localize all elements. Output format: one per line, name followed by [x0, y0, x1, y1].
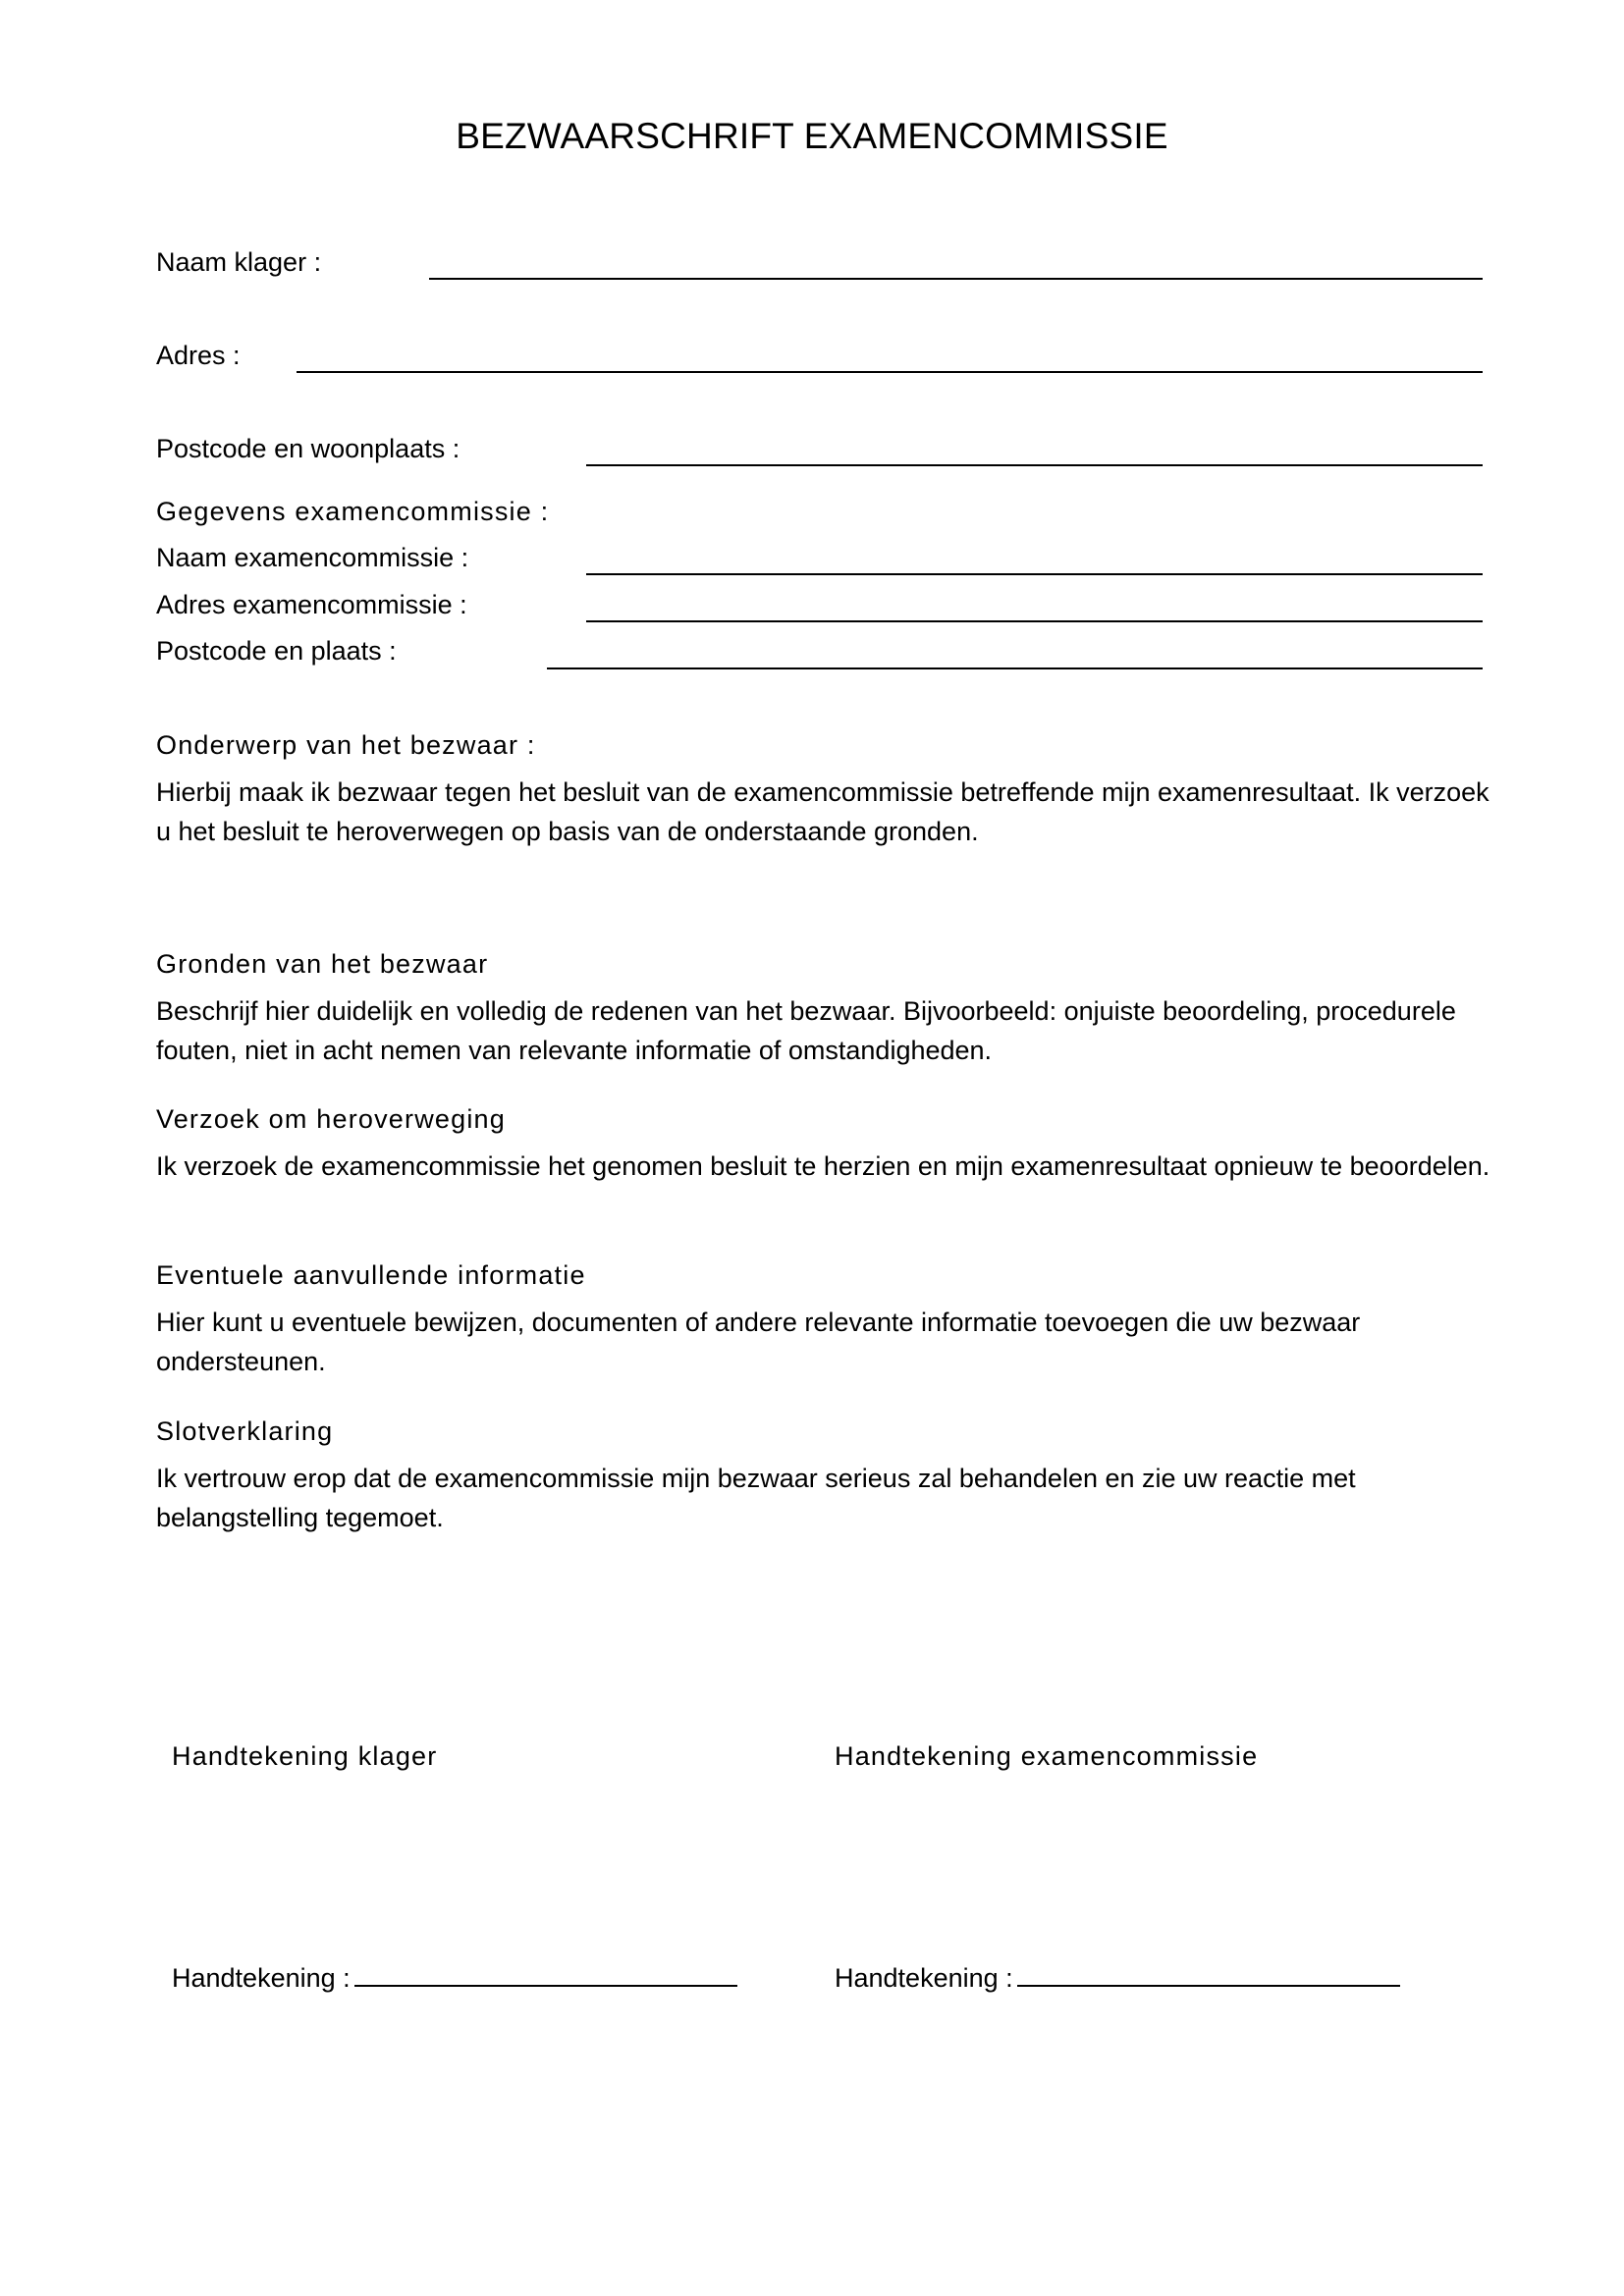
signature-commissie-line[interactable] [1017, 1961, 1400, 1987]
naam-klager-label: Naam klager : [156, 247, 322, 277]
section-heading-aanvullende-informatie: Eventuele aanvullende informatie [156, 1260, 586, 1290]
adres-examencommissie-label: Adres examencommissie : [156, 590, 467, 619]
section-text-slotverklaring: Ik vertrouw erop dat de examencommissie mijn bezwaar serieus zal behandelen en zie uw reactie met belangstelling tegemoet. [156, 1464, 1356, 1532]
section-text-gronden: Beschrijf hier duidelijk en volledig de redenen van het bezwaar. Bijvoorbeeld: onjuiste beoordeling, procedurele fouten, niet in acht nemen van relevante informatie of omstandigheden. [156, 996, 1456, 1065]
signature-klager-row [172, 1961, 737, 1994]
naam-klager-line[interactable] [429, 278, 1483, 280]
section-heading-verzoek: Verzoek om heroverweging [156, 1104, 506, 1134]
postcode-woonplaats-line[interactable] [586, 464, 1483, 466]
signature-klager-label: Handtekening : [172, 1963, 351, 1993]
document-title: BEZWAARSCHRIFT EXAMENCOMMISSIE [456, 116, 1168, 156]
signature-klager-heading: Handtekening klager [172, 1741, 438, 1771]
section-text-verzoek: Ik verzoek de examencommissie het genomen besluit te herzien en mijn examenresultaat opnieuw te beoordelen. [156, 1151, 1490, 1181]
signature-klager-line[interactable] [354, 1961, 737, 1987]
postcode-plaats-label: Postcode en plaats : [156, 636, 397, 666]
postcode-plaats-line[interactable] [547, 667, 1483, 669]
adres-examencommissie-line[interactable] [586, 620, 1483, 622]
gegevens-examencommissie-heading: Gegevens examencommissie : [156, 497, 550, 526]
signature-commissie-heading: Handtekening examencommissie [835, 1741, 1259, 1771]
section-heading-slotverklaring: Slotverklaring [156, 1416, 334, 1446]
section-heading-gronden: Gronden van het bezwaar [156, 949, 489, 979]
naam-examencommissie-line[interactable] [586, 573, 1483, 575]
postcode-woonplaats-label: Postcode en woonplaats : [156, 434, 460, 463]
section-text-onderwerp: Hierbij maak ik bezwaar tegen het besluit van de examencommissie betreffende mijn examenresultaat. Ik verzoek u het besluit te heroverwegen op basis van de onderstaande gronden. [156, 777, 1489, 846]
signature-commissie-row [835, 1961, 1400, 1994]
section-heading-onderwerp: Onderwerp van het bezwaar : [156, 730, 536, 760]
section-text-aanvullende-informatie: Hier kunt u eventuele bewijzen, documenten of andere relevante informatie toevoegen die uw bezwaar ondersteunen. [156, 1308, 1361, 1376]
naam-examencommissie-label: Naam examencommissie : [156, 543, 469, 572]
adres-line[interactable] [297, 371, 1483, 373]
signature-commissie-label: Handtekening : [835, 1963, 1013, 1993]
adres-label: Adres : [156, 341, 241, 370]
